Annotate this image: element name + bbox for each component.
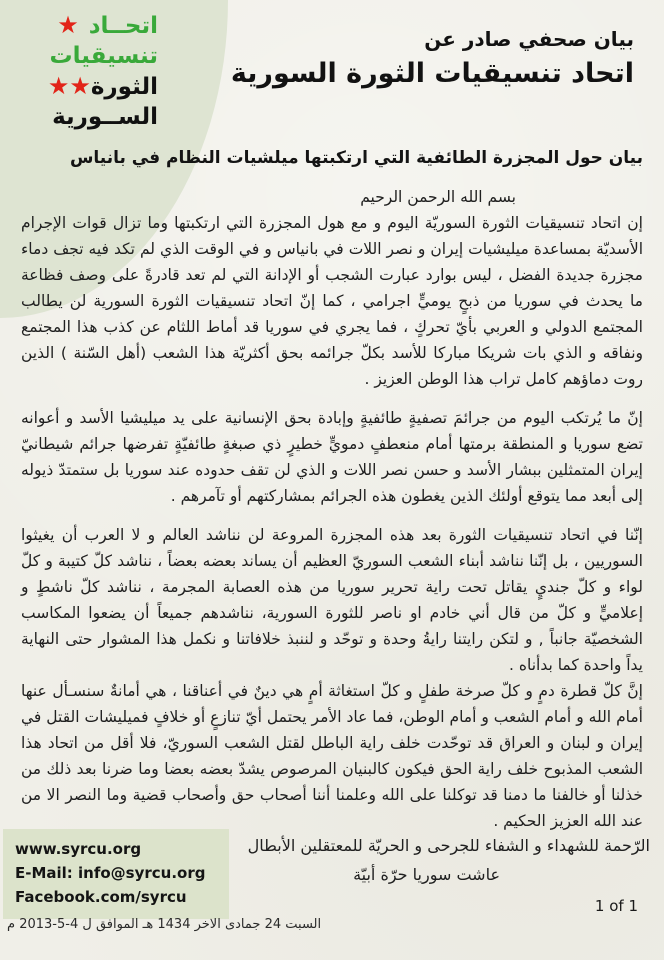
basmala-line: بسم الله الرحمن الرحيم <box>360 188 516 206</box>
body-paragraph-3: إنّنا في اتحاد تنسيقيات الثورة بعد هذه المجزرة المروعة لن نناشد العالم و لا العرب أن يغيثوا السوريين ، بل إنّنا نناشد أبناء الشعب السوريّ العظيم أن يساند بعضه بعضاً ، نناشد كلّ كتيبة و كلّ لواء و كلّ جنديٍ يقاتل تحت راية تحرير سوريا من هذه العصابة المجرمة ، نناشد كلّ ناشطٍ و إعلاميٍّ و كلّ من قال أني خادم او ناصر للثورة السورية، نناشدهم جميعاً أن يضعوا المكاسب الشخصيّة جانباً , و لتكن رايتنا رايةُ وحدة و توحّد و لننبذ خلافاتنا و نكمل هذا المشوار حتى النهاية يداً واحدة كما بدأناه . <box>21 526 643 674</box>
closing-prayer: الرّحمة للشهداء و الشفاء للجرحى و الحريّة للمعتقلين الأبطال <box>247 836 650 855</box>
closing-slogan: عاشت سوريا حرّة أبيّة <box>353 865 500 884</box>
body-paragraph-2: إنّ ما يُرتكب اليوم من جرائمَ تصفيةٍ طائفيةٍ وإبادة بحق الإنسانية على يد ميليشيا الأسد و أعوانه تضع سوريا و المنطقة برمتها أمام منعطفٍ دمويٍّ خطيرٍ ذي صبغةٍ طائفيّةٍ تفرضها جرائم شيطانيّ إيران المتمثلين ببشار الأسد و حسن نصر اللات و الذي لن تقف حدوده عند سوريا بل ستمتدّ ذيوله إلى أبعد مما يتوقع أولئك الذين يغطون هذه الجرائم بمشاركتهم أو تآمرهم . <box>21 409 643 505</box>
logo-line-3 <box>8 71 158 102</box>
org-title: اتحاد تنسيقيات الثورة السورية <box>230 58 634 89</box>
double-star-icon: ★★ <box>47 72 91 100</box>
logo-line-2 <box>8 41 158 71</box>
logo-word-coordinations: تنسيقيات <box>49 43 158 69</box>
body-paragraph-4: إنَّ كلّ قطرة دمٍ و كلّ صرخة طفلٍ و كلّ استغاثة أمٍ هي دينٌ في أعناقنا ، هي أمانةٌ سنسـأل عنها أمام الله و أمام الشعب و أمام الوطن، فما عاد الأمر يحتمل أيّ تنازعٍ أو خلافٍ فميليشات القتل في إيران و لبنان و العراق قد توحّدت خلف راية الباطل لقتل الشعب السوريّ، فلا أقل من اتحاد هذا الشعب المذبوح خلف راية الحق فيكون كالبنيان المرصوص يشدّ بعضه بعضا وما ضرنا بعد ذلك من خذلنا أو خالفنا ما دمنا قد توكلنا على الله وعلمنا أننا أصحاب حق وأصحاب قضية وما النصر الا من عند الله العزيز الحكيم . <box>21 682 643 830</box>
logo-line-1 <box>8 10 158 41</box>
statement-body <box>21 148 643 834</box>
page-indicator: 1 of 1 <box>594 897 638 915</box>
header-title-block <box>231 24 634 94</box>
website-url: www.syrcu.org <box>15 840 142 858</box>
contact-box <box>3 829 229 919</box>
logo-word-revolution: الثورة <box>90 74 158 100</box>
logo-word-union: اتحــاد <box>88 13 158 39</box>
body-paragraph-1: إن اتحاد تنسيقيات الثورة السوريّة اليوم و مع هول المجزرة التي ارتكبتها وما تزال قوات الإجرام الأسديّة بمساعدة ميليشيات إيران و نصر اللات في بانياس و في الوقت الذي لم تكد فيه تجف دماء مجزرة جديدة الفضل ، ليس بوارد عبارت الشجب أو الإدانة التي لم تعد قادرةً على وصف فظاعة ما يحدث في سوريا من ذبحٍ يوميٍّ اجرامي ، كما إنّ اتحاد تنسيقيات الثورة السورية لن يطالب المجتمع الدولي و العربي بأيّ تحركٍ ، فما يجري في سوريا قد أماط اللثام عن كذب هذا المجتمع ونفاقه و الذي بات شريكا مباركا للأسد بكلّ جرائمه بحق أكثريّة هذا الشعب (أهل السّنة ) الذين روت دماؤهم كامل تراب هذا الوطن العزيز . <box>21 214 643 388</box>
date-line: السبت 24 جمادى الاخر 1434 هـ الموافق ل 4-5-2013 م <box>7 917 322 932</box>
statement-subject: بيان حول المجزرة الطائفية التي ارتكبتها ميلشيات النظام في بانياس <box>69 148 643 168</box>
closing-block <box>240 831 650 889</box>
logo-word-syrian: الســورية <box>52 104 158 130</box>
facebook-page: Facebook.com/syrcu <box>15 888 187 906</box>
org-logo <box>8 10 158 132</box>
star-icon: ★ <box>57 11 79 39</box>
logo-line-4 <box>8 102 158 132</box>
press-release-label: بيان صحفي صادر عن <box>424 27 634 51</box>
email-address: E-Mail: info@syrcu.org <box>15 864 206 882</box>
